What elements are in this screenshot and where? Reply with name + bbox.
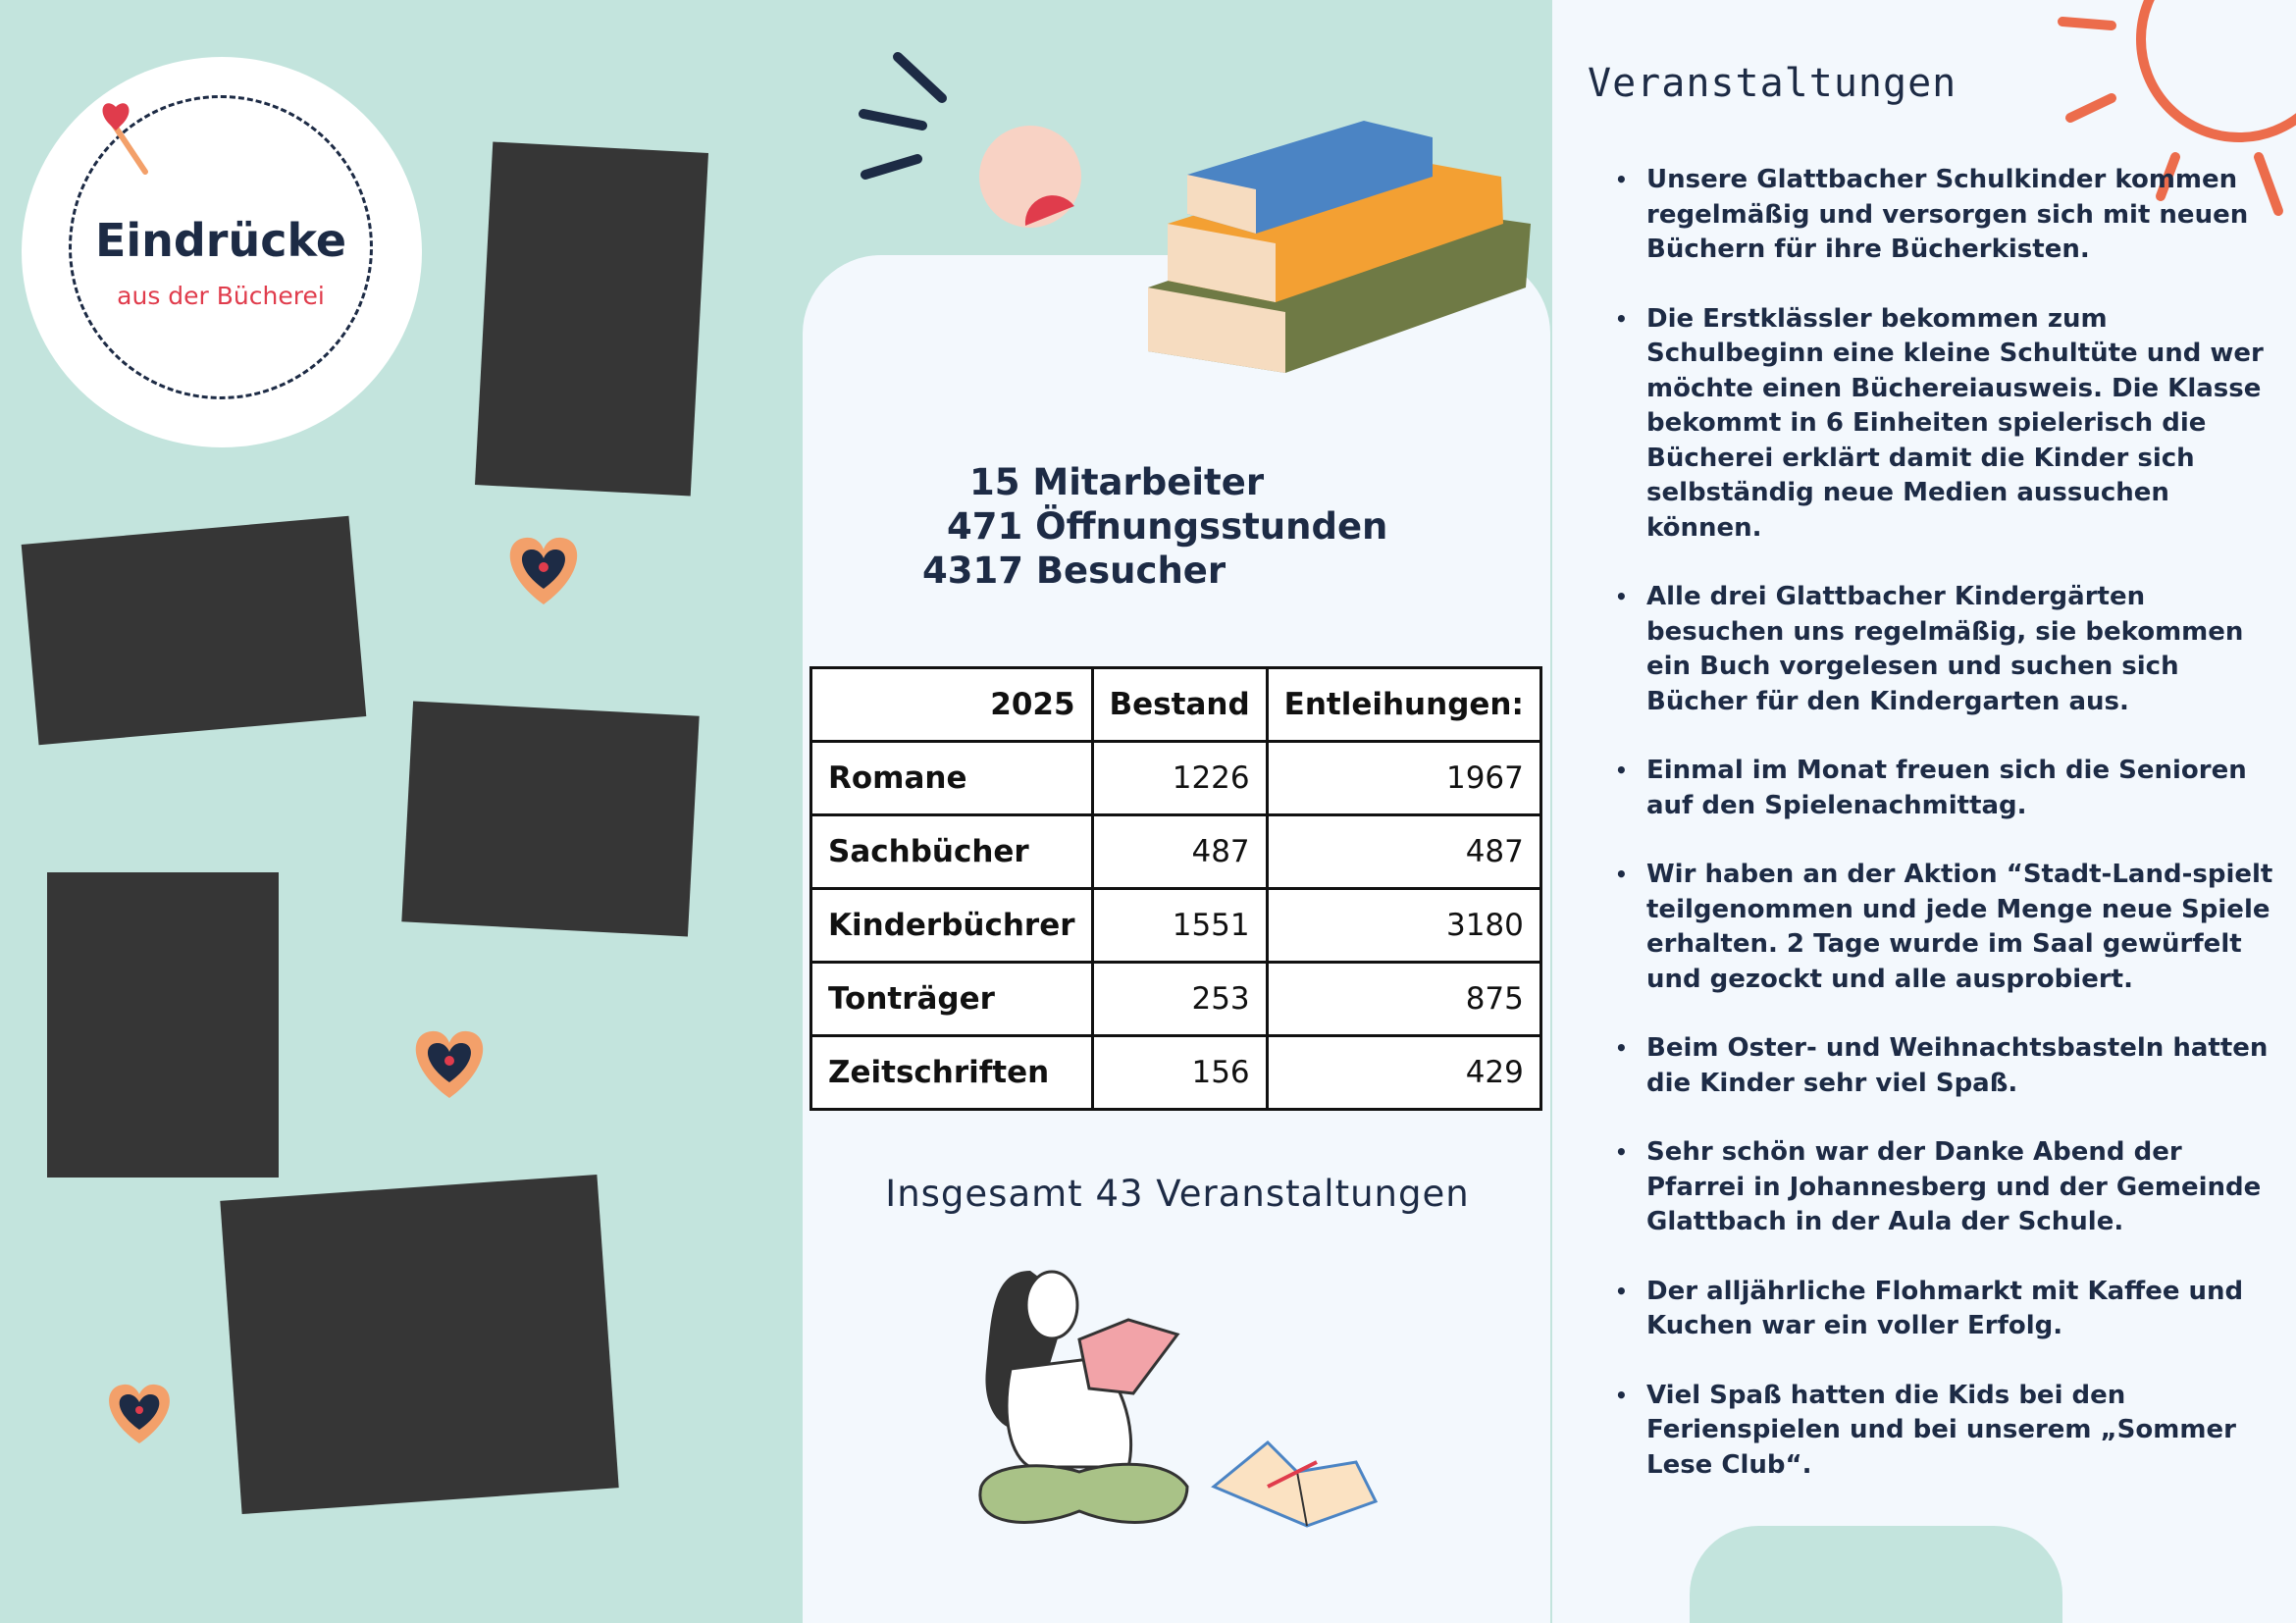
row-label: Romane <box>811 742 1093 815</box>
sparkle-decoration <box>854 49 1089 236</box>
stock-value: 1226 <box>1092 742 1267 815</box>
loans-value: 3180 <box>1267 889 1540 963</box>
photo <box>47 872 279 1178</box>
heart-icon <box>502 532 585 608</box>
heart-icon <box>102 1379 177 1447</box>
header-loans: Entleihungen: <box>1267 668 1540 742</box>
row-label: Kinderbüchrer <box>811 889 1093 963</box>
row-label: Sachbücher <box>811 815 1093 889</box>
stat-staff: 15 Mitarbeiter <box>969 461 1265 503</box>
event-item: • Der alljährliche Flohmarkt mit Kaffee und Kuchen war ein voller Erfolg. <box>1615 1275 2282 1344</box>
header-year: 2025 <box>811 668 1093 742</box>
event-item: • Einmal im Monat freuen sich die Senioren auf den Spielenachmittag. <box>1615 754 2282 823</box>
badge-subtitle: aus der Bücherei <box>117 282 325 310</box>
event-item: • Unsere Glattbacher Schulkinder kommen regelmäßig und versorgen sich mit neuen Büchern für ihre Bücherkisten. <box>1615 163 2282 268</box>
stat-hours: 471 Öffnungsstunden <box>947 505 1388 548</box>
stats-table <box>809 666 1542 1111</box>
stat-visitors: 4317 Besucher <box>922 550 1226 592</box>
table-row <box>811 742 1541 815</box>
reading-girl-illustration <box>971 1261 1197 1536</box>
table-row <box>811 815 1541 889</box>
stock-value: 156 <box>1092 1036 1267 1110</box>
events-title: Veranstaltungen <box>1588 61 1957 106</box>
table-header-row <box>811 668 1541 742</box>
row-label: Zeitschriften <box>811 1036 1093 1110</box>
stock-value: 1551 <box>1092 889 1267 963</box>
open-book-icon <box>1209 1433 1381 1531</box>
photo <box>475 141 708 496</box>
events-list <box>1615 163 2282 1517</box>
event-item: • Wir haben an der Aktion “Stadt-Land-spielt teilgenommen und jede Menge neue Spiele erhalten. 2 Tage wurde im Saal gewürfelt und gezockt und alle ausprobiert. <box>1615 858 2282 997</box>
loans-value: 875 <box>1267 963 1540 1036</box>
photo <box>401 702 699 937</box>
stock-value: 487 <box>1092 815 1267 889</box>
cloud-decoration <box>1690 1526 2062 1623</box>
photo <box>220 1175 618 1514</box>
stock-value: 253 <box>1092 963 1267 1036</box>
loans-value: 487 <box>1267 815 1540 889</box>
table-row <box>811 963 1541 1036</box>
event-item: • Beim Oster- und Weihnachtsbasteln hatten die Kinder sehr viel Spaß. <box>1615 1031 2282 1101</box>
row-label: Tonträger <box>811 963 1093 1036</box>
event-item: • Alle drei Glattbacher Kindergärten besuchen uns regelmäßig, sie bekommen ein Buch vorgelesen und suchen sich Bücher für den Kindergarten aus. <box>1615 580 2282 719</box>
books-stack-icon <box>1138 116 1531 381</box>
photo <box>22 516 367 745</box>
loans-value: 429 <box>1267 1036 1540 1110</box>
loans-value: 1967 <box>1267 742 1540 815</box>
total-events: Insgesamt 43 Veranstaltungen <box>885 1173 1470 1215</box>
event-item: • Viel Spaß hatten die Kids bei den Ferienspielen und bei unserem „Sommer Lese Club“. <box>1615 1379 2282 1484</box>
events-panel <box>1552 0 2296 1623</box>
paperclip-heart-icon <box>86 93 155 182</box>
table-row <box>811 1036 1541 1110</box>
heart-icon <box>408 1025 491 1102</box>
badge-title: Eindrücke <box>94 214 347 267</box>
header-stock: Bestand <box>1092 668 1267 742</box>
event-item: • Die Erstklässler bekommen zum Schulbeginn eine kleine Schultüte und wer möchte einen Büchereiausweis. Die Klasse bekommt in 6 Einheiten spielerisch die Bücherei erklärt damit die Kinder sich selbständig neue Medien aussuchen können. <box>1615 302 2282 547</box>
event-item: • Sehr schön war der Danke Abend der Pfarrei in Johannesberg und der Gemeinde Glattbach in der Aula der Schule. <box>1615 1135 2282 1240</box>
table-row <box>811 889 1541 963</box>
